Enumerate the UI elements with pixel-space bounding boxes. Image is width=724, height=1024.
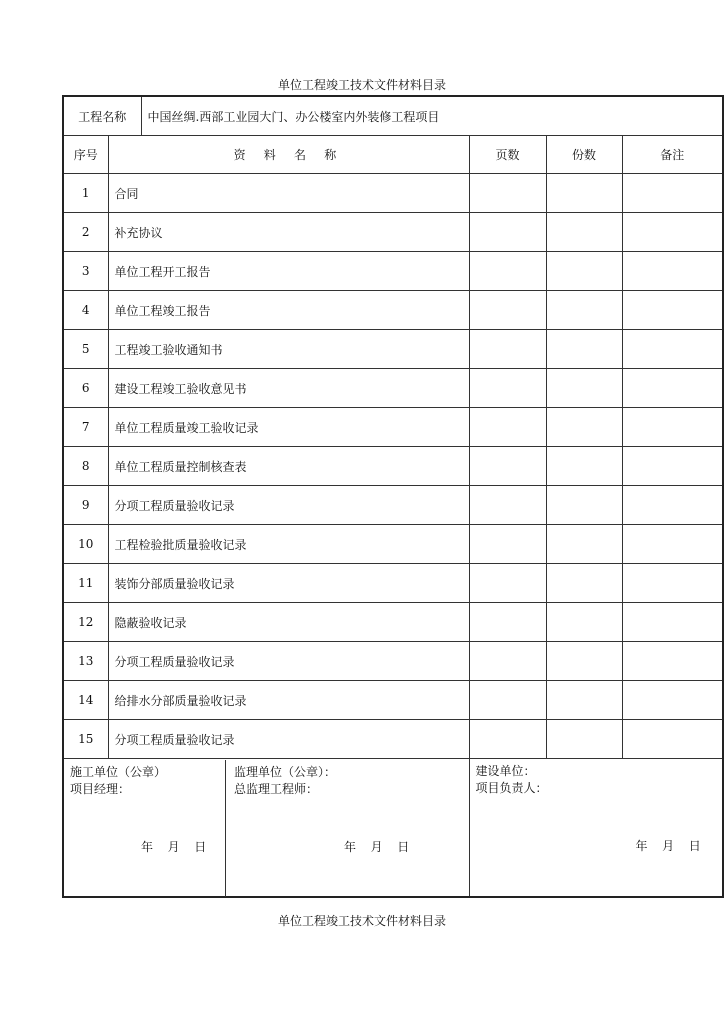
item-name: 单位工程质量竣工验收记录: [108, 408, 469, 447]
table-row: [63, 642, 723, 681]
item-copies: [546, 564, 622, 603]
item-copies: [546, 291, 622, 330]
item-name: 装饰分部质量验收记录: [108, 564, 469, 603]
item-number: 12: [63, 603, 108, 642]
item-remarks: [622, 291, 723, 330]
table-row: [63, 486, 723, 525]
item-remarks: [622, 603, 723, 642]
table-row: [63, 603, 723, 642]
item-number: 1: [63, 174, 108, 213]
item-pages: [469, 213, 546, 252]
supervision-date: 年 月 日: [344, 839, 410, 854]
table-row: [63, 369, 723, 408]
item-pages: [469, 408, 546, 447]
item-number: 4: [63, 291, 108, 330]
item-name: 单位工程开工报告: [108, 252, 469, 291]
item-copies: [546, 369, 622, 408]
item-remarks: [622, 330, 723, 369]
item-number: 13: [63, 642, 108, 681]
item-remarks: [622, 486, 723, 525]
item-copies: [546, 603, 622, 642]
owner-date: 年 月 日: [635, 839, 701, 853]
item-pages: [469, 603, 546, 642]
header-row: [63, 136, 723, 174]
table-row: [63, 291, 723, 330]
header-remarks: 备注: [622, 136, 723, 174]
supervision-signature: [228, 760, 434, 897]
header-seq: 序号: [63, 136, 108, 174]
supervision-unit-label: 监理单位（公章）：: [234, 764, 337, 779]
item-remarks: [622, 642, 723, 681]
table-row: [63, 720, 723, 759]
owner-unit-label: 建设单位：: [475, 764, 536, 778]
header-material-name: 资 料 名 称: [108, 136, 469, 174]
item-name: 隐蔽验收记录: [108, 603, 469, 642]
item-copies: [546, 525, 622, 564]
header-copies: 份数: [546, 136, 622, 174]
item-name: 单位工程竣工报告: [108, 291, 469, 330]
item-number: 7: [63, 408, 108, 447]
item-name: 工程检验批质量验收记录: [108, 525, 469, 564]
construction-date: 年 月 日: [141, 839, 207, 854]
item-number: 8: [63, 447, 108, 486]
table-row: [63, 252, 723, 291]
item-pages: [469, 174, 546, 213]
project-row: [63, 96, 723, 136]
item-number: 5: [63, 330, 108, 369]
item-copies: [546, 681, 622, 720]
table-row: [63, 408, 723, 447]
item-pages: [469, 681, 546, 720]
item-name: 工程竣工验收通知书: [108, 330, 469, 369]
item-pages: [469, 720, 546, 759]
item-remarks: [622, 447, 723, 486]
table-row: [63, 564, 723, 603]
item-pages: [469, 330, 546, 369]
table-row: [63, 447, 723, 486]
item-remarks: [622, 252, 723, 291]
item-name: 给排水分部质量验收记录: [108, 681, 469, 720]
item-name: 分项工程质量验收记录: [108, 642, 469, 681]
item-copies: [546, 720, 622, 759]
item-copies: [546, 486, 622, 525]
owner-signature-block: [469, 759, 723, 898]
item-number: 10: [63, 525, 108, 564]
item-copies: [546, 408, 622, 447]
item-remarks: [622, 408, 723, 447]
item-copies: [546, 447, 622, 486]
item-pages: [469, 486, 546, 525]
item-remarks: [622, 525, 723, 564]
project-manager-label: 项目经理：: [70, 781, 131, 796]
table-row: [63, 681, 723, 720]
table-row: [63, 330, 723, 369]
item-name: 补充协议: [108, 213, 469, 252]
table-row: [63, 213, 723, 252]
item-remarks: [622, 213, 723, 252]
construction-unit-label: 施工单位（公章）: [70, 764, 167, 779]
document-title: 单位工程竣工技术文件材料目录: [277, 78, 446, 92]
item-copies: [546, 252, 622, 291]
item-pages: [469, 291, 546, 330]
owner-manager-label: 项目负责人：: [475, 781, 548, 795]
item-name: 建设工程竣工验收意见书: [108, 369, 469, 408]
item-pages: [469, 369, 546, 408]
item-number: 11: [63, 564, 108, 603]
item-remarks: [622, 369, 723, 408]
construction-signature: [64, 760, 226, 897]
item-number: 6: [63, 369, 108, 408]
project-label: 工程名称: [63, 96, 141, 136]
item-number: 3: [63, 252, 108, 291]
item-number: 9: [63, 486, 108, 525]
item-name: 合同: [108, 174, 469, 213]
item-number: 15: [63, 720, 108, 759]
item-pages: [469, 252, 546, 291]
item-name: 分项工程质量验收记录: [108, 486, 469, 525]
item-pages: [469, 525, 546, 564]
item-remarks: [622, 564, 723, 603]
item-number: 14: [63, 681, 108, 720]
item-remarks: [622, 174, 723, 213]
table-row: [63, 525, 723, 564]
item-copies: [546, 174, 622, 213]
item-copies: [546, 330, 622, 369]
item-name: 单位工程质量控制核查表: [108, 447, 469, 486]
project-name: 中国丝绸.西部工业园大门、办公楼室内外装修工程项目: [141, 96, 723, 136]
item-copies: [546, 642, 622, 681]
header-pages: 页数: [469, 136, 546, 174]
item-name: 分项工程质量验收记录: [108, 720, 469, 759]
item-remarks: [622, 720, 723, 759]
table-row: [63, 174, 723, 213]
item-number: 2: [63, 213, 108, 252]
item-pages: [469, 564, 546, 603]
item-pages: [469, 642, 546, 681]
item-pages: [469, 447, 546, 486]
chief-supervisor-label: 总监理工程师：: [234, 781, 319, 796]
item-remarks: [622, 681, 723, 720]
item-copies: [546, 213, 622, 252]
footer-title: 单位工程竣工技术文件材料目录: [277, 914, 446, 928]
